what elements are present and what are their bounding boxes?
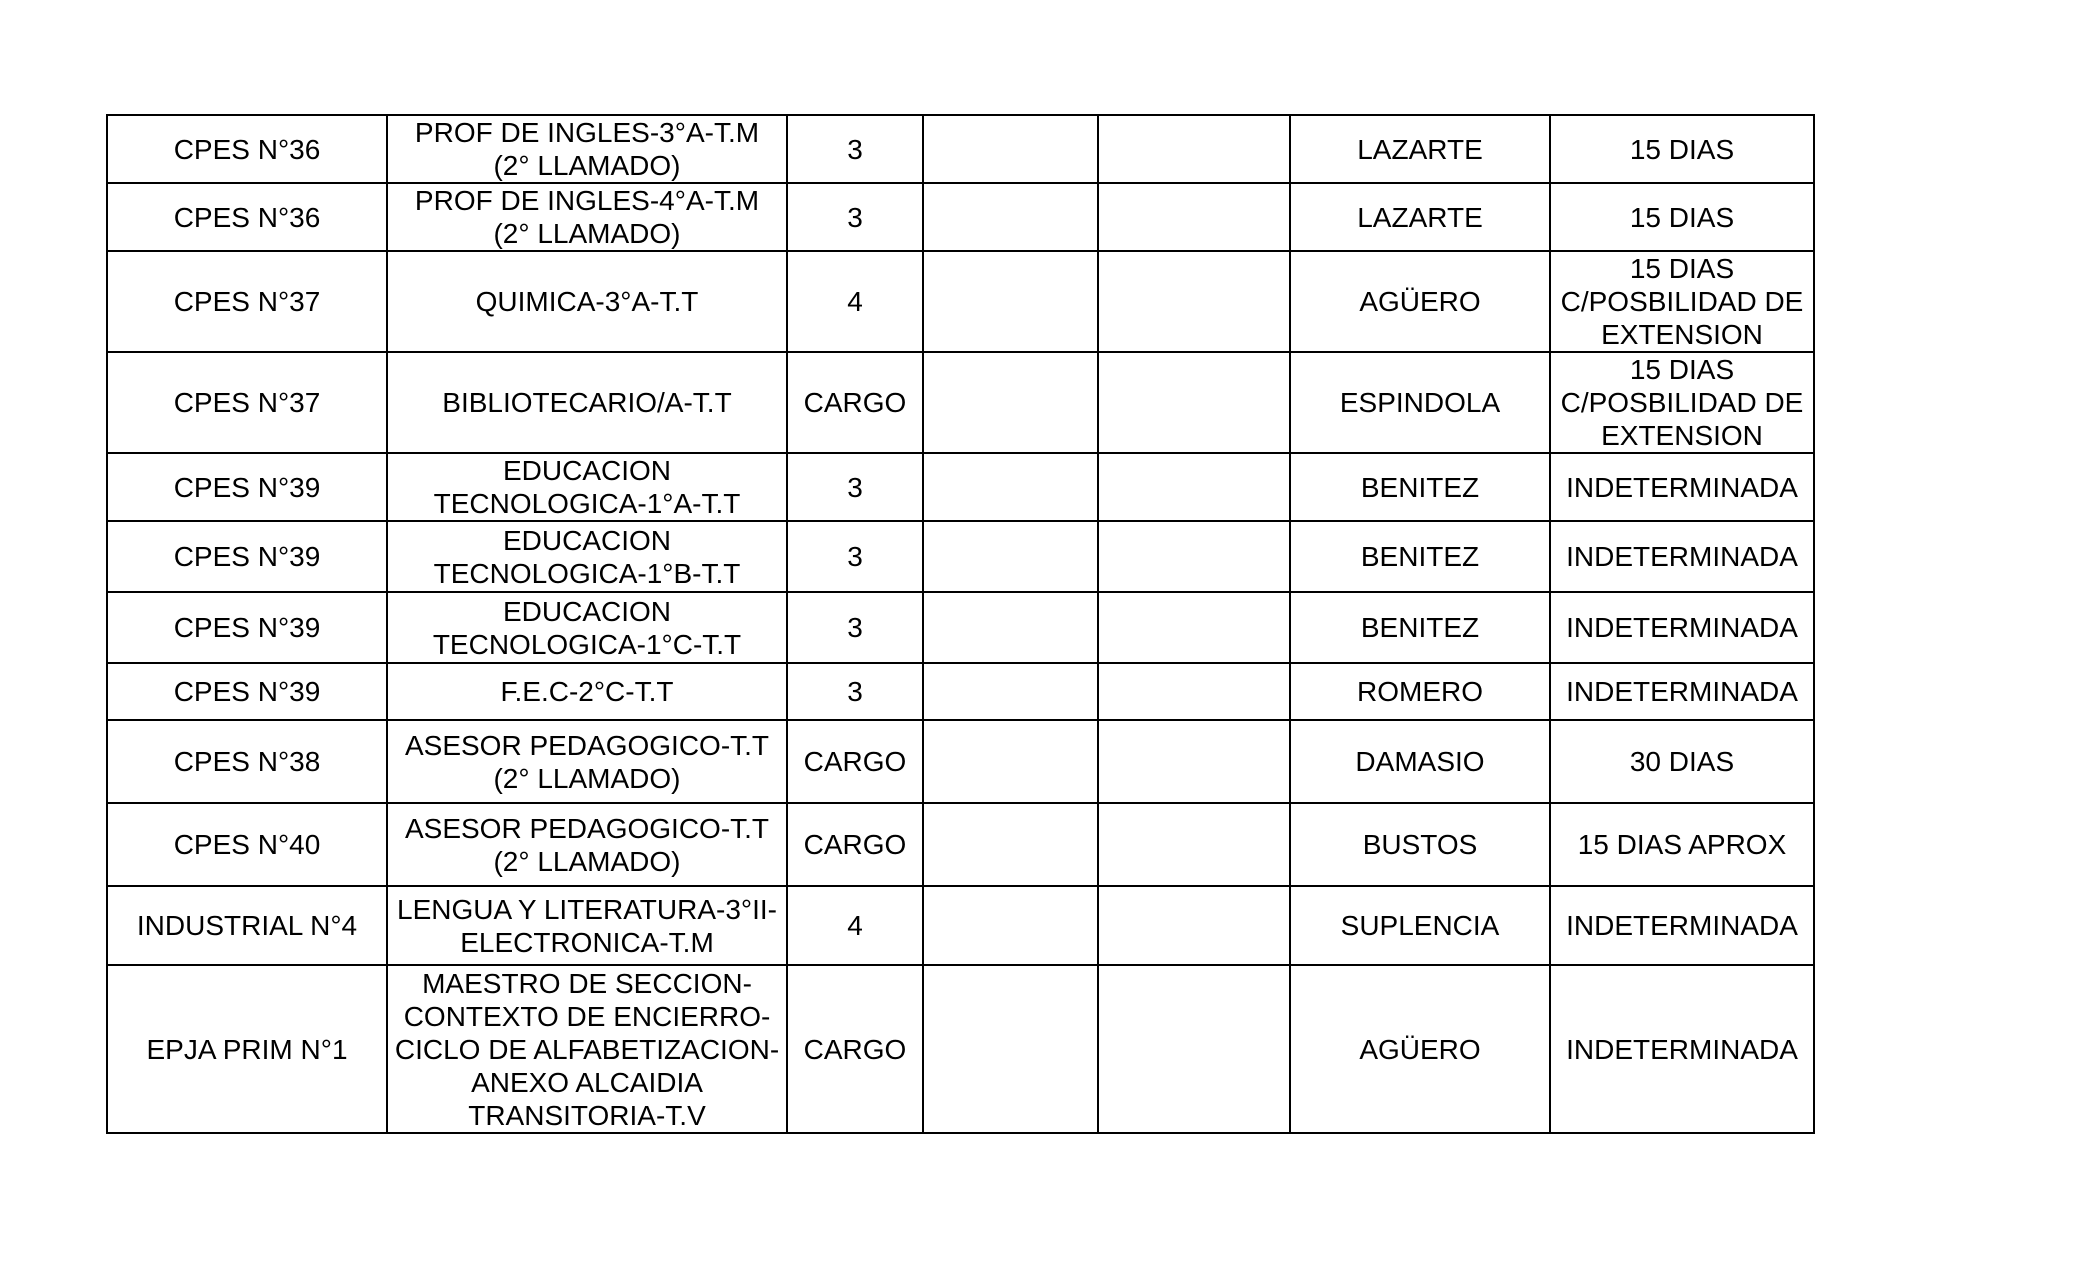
name-cell: ROMERO [1290, 663, 1550, 720]
name-cell: SUPLENCIA [1290, 886, 1550, 965]
hours-cell: CARGO [787, 803, 923, 886]
subject-cell: EDUCACION TECNOLOGICA-1°A-T.T [387, 453, 787, 521]
empty-cell-4 [923, 886, 1098, 965]
empty-cell-4 [923, 115, 1098, 183]
school-cell: CPES N°38 [107, 720, 387, 803]
duration-cell: 30 DIAS [1550, 720, 1814, 803]
hours-cell: CARGO [787, 352, 923, 453]
empty-cell-5 [1098, 886, 1290, 965]
empty-cell-5 [1098, 521, 1290, 592]
empty-cell-4 [923, 720, 1098, 803]
duration-cell: 15 DIAS APROX [1550, 803, 1814, 886]
school-cell: CPES N°36 [107, 115, 387, 183]
table-row [107, 521, 1814, 592]
duration-cell: INDETERMINADA [1550, 965, 1814, 1133]
hours-cell: 3 [787, 521, 923, 592]
table-row [107, 803, 1814, 886]
empty-cell-5 [1098, 803, 1290, 886]
school-cell: EPJA PRIM N°1 [107, 965, 387, 1133]
empty-cell-5 [1098, 183, 1290, 251]
school-cell: CPES N°39 [107, 663, 387, 720]
school-cell: CPES N°39 [107, 453, 387, 521]
table-row [107, 965, 1814, 1133]
subject-cell: EDUCACION TECNOLOGICA-1°B-T.T [387, 521, 787, 592]
duration-cell: 15 DIAS C/POSBILIDAD DE EXTENSION [1550, 352, 1814, 453]
empty-cell-5 [1098, 453, 1290, 521]
duration-cell: INDETERMINADA [1550, 521, 1814, 592]
school-cell: CPES N°39 [107, 592, 387, 663]
duration-cell: INDETERMINADA [1550, 886, 1814, 965]
empty-cell-4 [923, 663, 1098, 720]
empty-cell-4 [923, 803, 1098, 886]
subject-cell: PROF DE INGLES-3°A-T.M (2° LLAMADO) [387, 115, 787, 183]
hours-cell: 4 [787, 886, 923, 965]
subject-cell: ASESOR PEDAGOGICO-T.T (2° LLAMADO) [387, 720, 787, 803]
table-row [107, 720, 1814, 803]
school-cell: INDUSTRIAL N°4 [107, 886, 387, 965]
duration-cell: 15 DIAS [1550, 183, 1814, 251]
hours-cell: CARGO [787, 965, 923, 1133]
table-row [107, 115, 1814, 183]
name-cell: LAZARTE [1290, 115, 1550, 183]
name-cell: AGÜERO [1290, 965, 1550, 1133]
empty-cell-5 [1098, 251, 1290, 352]
table-row [107, 453, 1814, 521]
empty-cell-4 [923, 251, 1098, 352]
empty-cell-4 [923, 352, 1098, 453]
hours-cell: CARGO [787, 720, 923, 803]
empty-cell-4 [923, 965, 1098, 1133]
hours-cell: 4 [787, 251, 923, 352]
name-cell: BUSTOS [1290, 803, 1550, 886]
hours-cell: 3 [787, 453, 923, 521]
duration-cell: 15 DIAS C/POSBILIDAD DE EXTENSION [1550, 251, 1814, 352]
name-cell: ESPINDOLA [1290, 352, 1550, 453]
hours-cell: 3 [787, 115, 923, 183]
empty-cell-5 [1098, 352, 1290, 453]
school-cell: CPES N°36 [107, 183, 387, 251]
school-cell: CPES N°37 [107, 352, 387, 453]
table-row [107, 352, 1814, 453]
duration-cell: 15 DIAS [1550, 115, 1814, 183]
duration-cell: INDETERMINADA [1550, 453, 1814, 521]
school-cell: CPES N°37 [107, 251, 387, 352]
name-cell: AGÜERO [1290, 251, 1550, 352]
name-cell: BENITEZ [1290, 592, 1550, 663]
subject-cell: F.E.C-2°C-T.T [387, 663, 787, 720]
table-row [107, 251, 1814, 352]
subject-cell: QUIMICA-3°A-T.T [387, 251, 787, 352]
table-row [107, 886, 1814, 965]
empty-cell-4 [923, 521, 1098, 592]
empty-cell-4 [923, 592, 1098, 663]
subject-cell: PROF DE INGLES-4°A-T.M (2° LLAMADO) [387, 183, 787, 251]
name-cell: BENITEZ [1290, 453, 1550, 521]
empty-cell-4 [923, 183, 1098, 251]
subject-cell: MAESTRO DE SECCION-CONTEXTO DE ENCIERRO-CICLO DE ALFABETIZACION-ANEXO ALCAIDIA TRANSITORIA-T.V [387, 965, 787, 1133]
subject-cell: LENGUA Y LITERATURA-3°II-ELECTRONICA-T.M [387, 886, 787, 965]
empty-cell-4 [923, 453, 1098, 521]
name-cell: LAZARTE [1290, 183, 1550, 251]
empty-cell-5 [1098, 592, 1290, 663]
empty-cell-5 [1098, 720, 1290, 803]
duration-cell: INDETERMINADA [1550, 663, 1814, 720]
hours-cell: 3 [787, 183, 923, 251]
duration-cell: INDETERMINADA [1550, 592, 1814, 663]
hours-cell: 3 [787, 592, 923, 663]
school-cell: CPES N°39 [107, 521, 387, 592]
empty-cell-5 [1098, 115, 1290, 183]
name-cell: BENITEZ [1290, 521, 1550, 592]
name-cell: DAMASIO [1290, 720, 1550, 803]
school-cell: CPES N°40 [107, 803, 387, 886]
subject-cell: ASESOR PEDAGOGICO-T.T (2° LLAMADO) [387, 803, 787, 886]
subject-cell: EDUCACION TECNOLOGICA-1°C-T.T [387, 592, 787, 663]
table-row [107, 592, 1814, 663]
empty-cell-5 [1098, 965, 1290, 1133]
table-row [107, 663, 1814, 720]
subject-cell: BIBLIOTECARIO/A-T.T [387, 352, 787, 453]
hours-cell: 3 [787, 663, 923, 720]
vacancy-table [106, 114, 1815, 1134]
table-row [107, 183, 1814, 251]
empty-cell-5 [1098, 663, 1290, 720]
